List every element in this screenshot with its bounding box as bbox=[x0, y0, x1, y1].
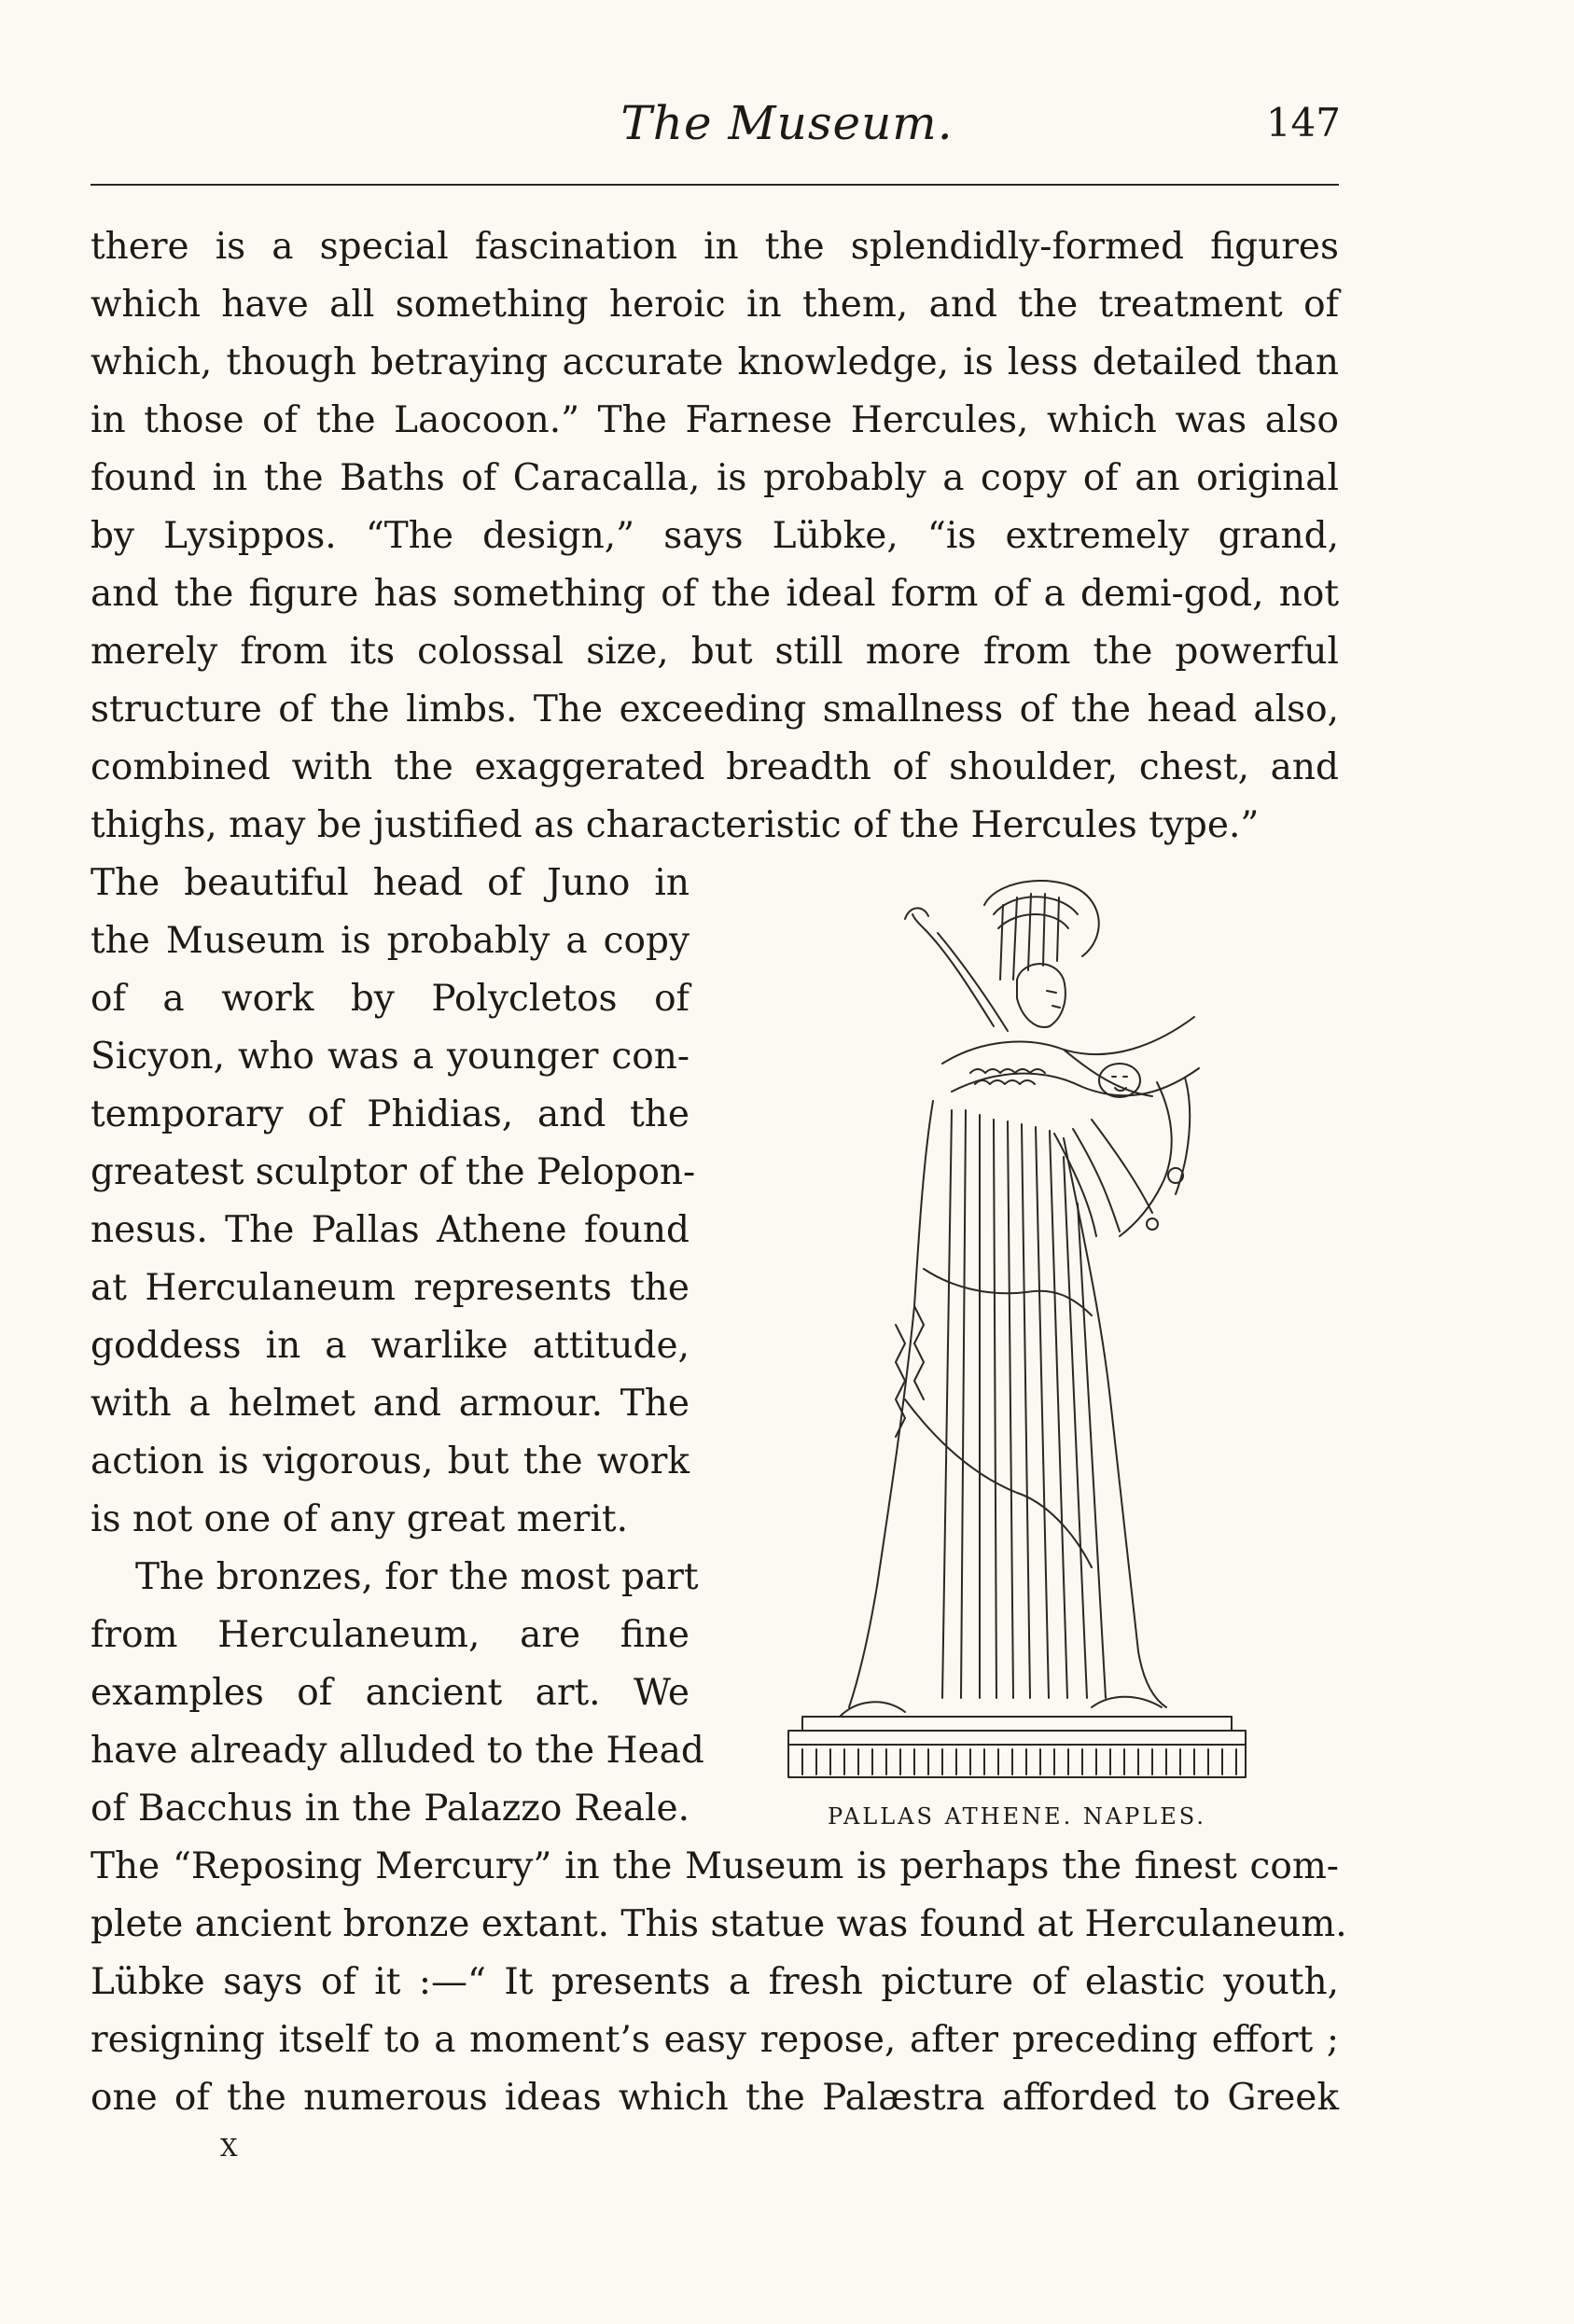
side-line: The beautiful head of Juno in bbox=[91, 862, 689, 904]
side-line: temporary of Phidias, and the bbox=[91, 1093, 689, 1135]
body-line: structure of the limbs. The exceeding smallness of the head also, bbox=[91, 689, 1339, 731]
figure-caption: PALLAS ATHENE. NAPLES. bbox=[828, 1803, 1206, 1830]
side-line: greatest sculptor of the Pelopon- bbox=[91, 1151, 696, 1193]
body-line: resigning itself to a moment’s easy repose, after preceding effort ; bbox=[91, 2019, 1339, 2061]
side-line: nesus. The Pallas Athene found bbox=[91, 1209, 689, 1251]
side-line: from Herculaneum, are fine bbox=[91, 1614, 689, 1656]
side-line: goddess in a warlike attitude, bbox=[91, 1325, 689, 1367]
running-title: The Museum. bbox=[620, 96, 954, 150]
body-line: and the figure has something of the ideal form of a demi-god, not bbox=[91, 573, 1339, 615]
page-number: 147 bbox=[1265, 100, 1341, 146]
body-line: found in the Baths of Caracalla, is probably a copy of an original bbox=[91, 457, 1339, 499]
pallas-athene-engraving bbox=[784, 877, 1250, 1791]
side-line: Sicyon, who was a younger con- bbox=[91, 1036, 689, 1078]
body-line: plete ancient bronze extant. This statue was found at Herculaneum. bbox=[91, 1903, 1347, 1945]
body-line: which have all something heroic in them, and the treatment of bbox=[91, 284, 1339, 326]
side-line: have already alluded to the Head bbox=[91, 1730, 704, 1772]
header-rule bbox=[91, 184, 1339, 186]
body-line: there is a special fascination in the splendidly-formed figures bbox=[91, 226, 1339, 268]
side-line: the Museum is probably a copy bbox=[91, 920, 689, 962]
side-line: is not one of any great merit. bbox=[91, 1498, 628, 1540]
body-line: The “Reposing Mercury” in the Museum is perhaps the finest com- bbox=[91, 1845, 1339, 1887]
body-line: thighs, may be justified as characteristic of the Hercules type.” bbox=[91, 804, 1260, 846]
side-line: examples of ancient art. We bbox=[91, 1672, 689, 1714]
body-line: in those of the Laocoon.” The Farnese Hercules, which was also bbox=[91, 399, 1339, 441]
body-line: merely from its colossal size, but still more from the powerful bbox=[91, 631, 1339, 673]
side-line: of Bacchus in the Palazzo Reale. bbox=[91, 1788, 689, 1830]
body-line: one of the numerous ideas which the Palæstra afforded to Greek bbox=[91, 2077, 1339, 2119]
side-line: of a work by Polycletos of bbox=[91, 978, 689, 1020]
body-line: combined with the exaggerated breadth of shoulder, chest, and bbox=[91, 746, 1339, 788]
body-line: by Lysippos. “The design,” says Lübke, “is extremely grand, bbox=[91, 515, 1339, 557]
side-line: with a helmet and armour. The bbox=[91, 1383, 689, 1425]
body-line: Lübke says of it :—“ It presents a fresh picture of elastic youth, bbox=[91, 1961, 1339, 2003]
side-line: action is vigorous, but the work bbox=[91, 1440, 689, 1482]
body-line: which, though betraying accurate knowledge, is less detailed than bbox=[91, 341, 1339, 383]
side-line: at Herculaneum represents the bbox=[91, 1267, 689, 1309]
side-line: The bronzes, for the most part bbox=[135, 1556, 699, 1598]
signature-mark: X bbox=[220, 2135, 238, 2163]
